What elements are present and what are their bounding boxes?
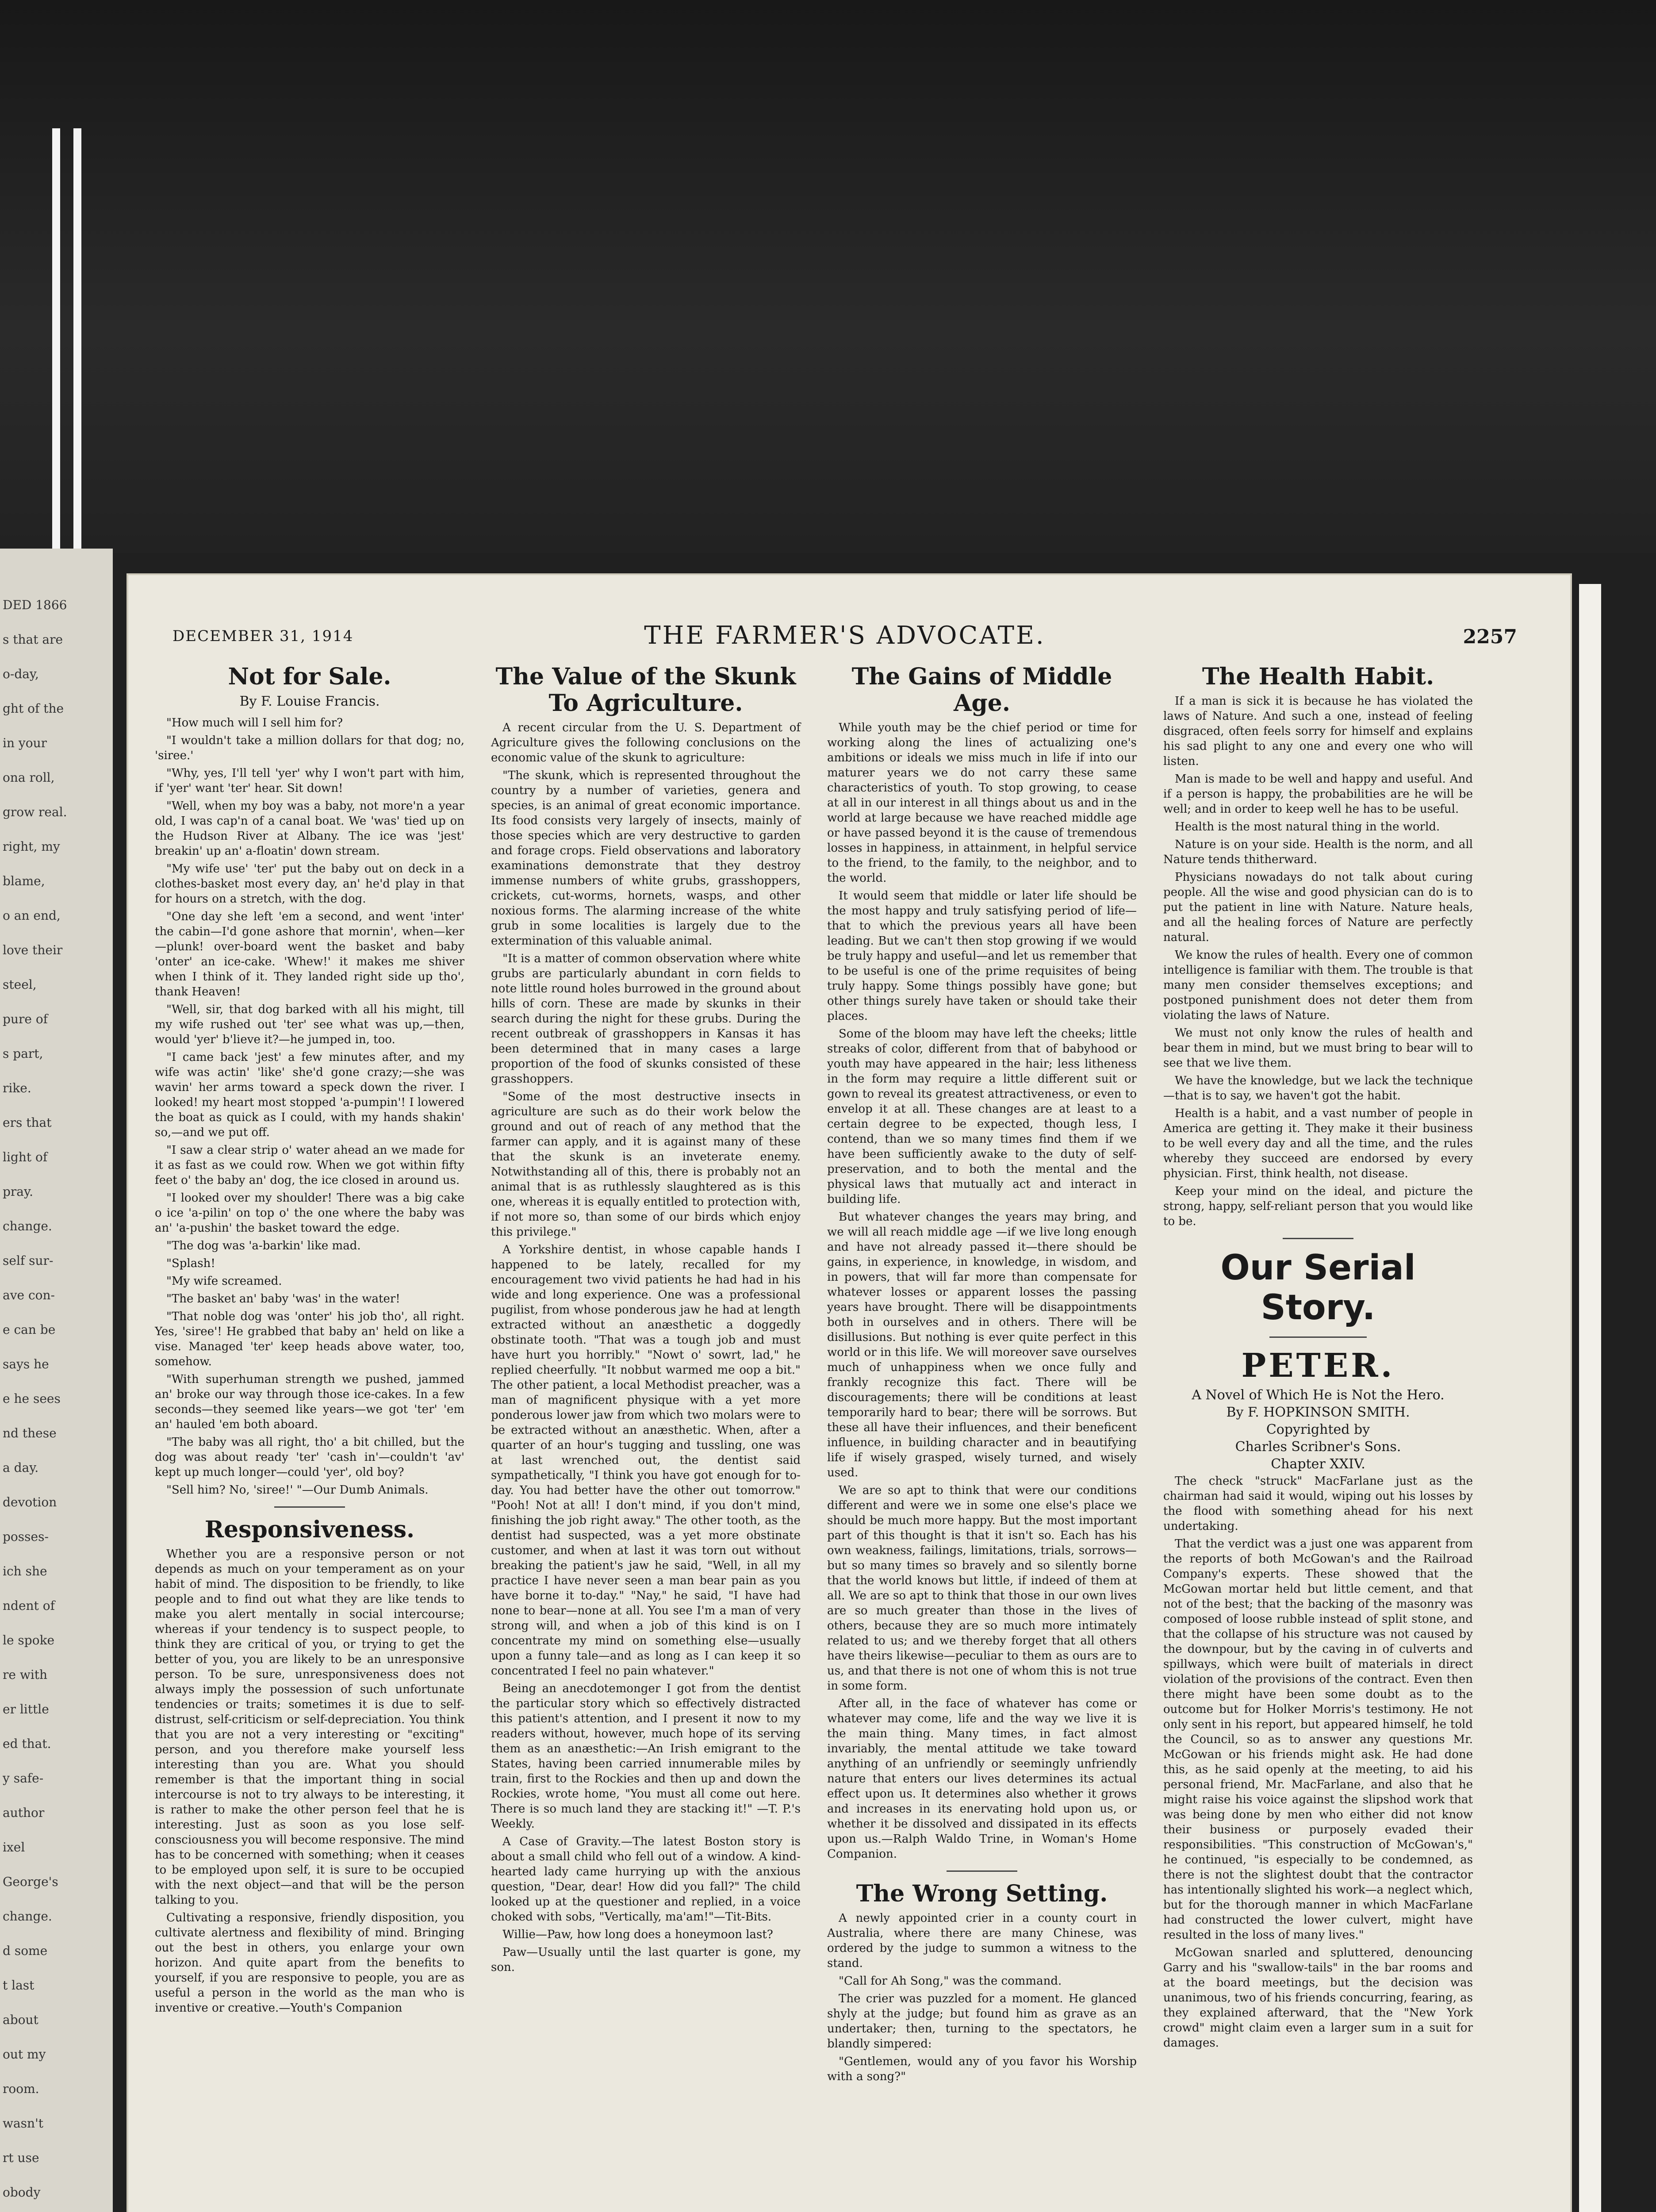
fragment-text: rt use xyxy=(3,2151,39,2165)
paragraph: A recent circular from the U. S. Department of Agriculture gives the following conclusions on the economic value of the skunk to agriculture: xyxy=(491,721,801,764)
fragment-text: room. xyxy=(3,2081,39,2096)
fragment-text: in your xyxy=(3,736,47,750)
fragment-text: love their xyxy=(3,943,63,957)
paragraph: Willie—Paw, how long does a honeymoon last? xyxy=(502,1928,773,1941)
fragment-text: change. xyxy=(3,1219,52,1233)
fragment-text: e can be xyxy=(3,1322,56,1337)
divider xyxy=(1269,1336,1367,1338)
fragment-text: rike. xyxy=(3,1081,31,1095)
paragraph: "It is a matter of common observation where white grubs are particularly abundant in corn fields to note little round holes burrowed in the ground about hills of corn. These are made by skunks in their search during the night for these grubs. During the recent outbreak of grasshoppers in Kansas it has been determined that in many cases a large proportion of the food of skunks consisted of these grasshoppers. xyxy=(491,952,801,1086)
page-edge xyxy=(1579,584,1601,2212)
article-title: The Gains of Middle Age. xyxy=(851,663,1112,717)
paragraph: "My wife use' 'ter' put the baby out on deck in a clothes-basket most every day, an' he'd play in that for hours on a stretch, with the dog. xyxy=(155,862,464,906)
fragment-text: DED 1866 xyxy=(3,598,67,612)
paragraph: "That noble dog was 'onter' his job tho', all right. Yes, 'siree'! He grabbed that baby an' held on like a vise. Managed 'ter' keep heads above water, too, somehow. xyxy=(155,1310,464,1368)
paragraph: A Case of Gravity.—The latest Boston story is about a small child who fell out of a window. A kind-hearted lady came hurrying up with the anxious question, "Dear, dear! How did you fall?" The child looked up at the questioner and replied, in a voice choked with sobs, "Vertically, ma'am!"—Tit-Bits. xyxy=(491,1835,801,1924)
fragment-text: ona roll, xyxy=(3,770,55,785)
page-number: 2257 xyxy=(1463,626,1517,648)
paragraph: It would seem that middle or later life should be the most happy and truly satisfying period of life—that to which the previous years all have been leading. But we can't then stop growing if we would be truly happy and useful—and let us remember that to be useful is one of the prime requisites of being truly happy. Some things possibly have gone; but other things surely have taken or should take their places. xyxy=(827,889,1137,1023)
fragment-text: pray. xyxy=(3,1184,34,1199)
paragraph: "I looked over my shoulder! There was a big cake o ice 'a-pilin' on top o' the one where the baby was an' 'a-pushin' the basket toward the edge. xyxy=(155,1191,464,1235)
paragraph: "I saw a clear strip o' water ahead an we made for it as fast as we could row. When we got within fifty feet o' the baby an' dog, the ice closed in around us. xyxy=(155,1144,464,1187)
paragraph: "With superhuman strength we pushed, jammed an' broke our way through those ice-cakes. In a few seconds—they seemed like years—we got 'ter' 'em an' hauled 'em both aboard. xyxy=(155,1373,464,1431)
article-body xyxy=(1163,1474,1473,2051)
fragment-text: wasn't xyxy=(3,2116,44,2131)
paragraph: That the verdict was a just one was apparent from the reports of both McGowan's and the Railroad Company's experts. These showed that the McGowan mortar held but little cement, and that not of the best; that the backing of the masonry was composed of loose rubble instead of split stone, and that the collapse of his structure was not caused by the downpour, but by the caving in of culverts and spillways, which were built of materials in direct violation of the provisions of the contract. Even then there might have been some doubt as to the outcome but for Holker Morris's testimony. He not only sent in his report, but appeared himself, he told the Council, so as to answer any questions Mr. McGowan or his friends might ask. He had done this, as he said openly at the meeting, to aid his personal friend, Mr. MacFarlane, and also that he might raise his voice against the slipshod work that was being done by men who either did not know their business or purposely evaded their responsibilities. "This construction of McGowan's," he continued, "is especially to be condemned, as there is not the slightest doubt that the contractor has intentionally slighted his work—a neglect which, but for the thorough manner in which MacFarlane had constructed the lower culvert, might have resulted in the loss of many lives." xyxy=(1163,1537,1473,1942)
fragment-text: obody xyxy=(3,2185,41,2200)
paragraph: "Gentlemen, would any of you favor his Worship with a song?" xyxy=(827,2055,1137,2083)
copyright-line: Charles Scribner's Sons. xyxy=(1235,1439,1401,1455)
paragraph: "The baby was all right, tho' a bit chilled, but the dog was about ready 'ter' 'cash in'—couldn't 'av' kept up much longer—could 'yer', old boy? xyxy=(155,1436,464,1479)
serial-title: PETER. xyxy=(1241,1347,1395,1385)
newspaper-page xyxy=(128,575,1570,2212)
paragraph: Physicians nowadays do not talk about curing people. All the wise and good physician can do is to put the patient in line with Nature. Nature heals, and all the healing forces of Nature are perfectly natural. xyxy=(1163,871,1473,944)
fragment-text: author xyxy=(3,1805,45,1820)
paragraph: Being an anecdotemonger I got from the dentist the particular story which so effectively distracted this patient's attention, and I present it now to my readers without, however, much hope of its serving them as an anæsthetic:—An Irish emigrant to the States, having been carried innumerable miles by train, first to the Rockies and then up and down the Rockies, wrote home, "You must all come out here. There is so much land they are stacking it!" —T. P.'s Weekly. xyxy=(491,1682,801,1831)
article-body xyxy=(827,1911,1137,2084)
paragraph: We know the rules of health. Every one of common intelligence is familiar with them. The trouble is that many men consider themselves exceptions; and postponed punishment does not deter them from violating the laws of Nature. xyxy=(1163,949,1473,1022)
paragraph: "Sell him? No, 'siree!' "—Our Dumb Animals. xyxy=(166,1483,429,1497)
article-title: The Value of the Skunk To Agriculture. xyxy=(495,663,796,717)
fragment-text: d some xyxy=(3,1943,48,1958)
fragment-text: ght of the xyxy=(3,701,64,716)
paragraph: "The dog was 'a-barkin' like mad. xyxy=(166,1239,361,1252)
fragment-text: e he sees xyxy=(3,1391,61,1406)
article-body xyxy=(155,1547,464,2016)
paragraph: A newly appointed crier in a county court in Australia, where there are many Chinese, was ordered by the judge to summon a witness to the stand. xyxy=(827,1912,1137,1970)
fragment-text: o-day, xyxy=(3,667,39,681)
paragraph: Some of the bloom may have left the cheeks; little streaks of color, different from that of babyhood or youth may have appeared in the hair; less litheness in the form may require a little different suit or gown to reveal its greatest attractiveness, or even to envelop it at all. These changes are at least to a certain degree to be expected, though less, I contend, than we so many times find them if we have been sufficiently awake to the duty of self-preservation, and to both the mental and the physical laws that mutually act and interact in building life. xyxy=(827,1027,1137,1206)
fragment-text: ed that. xyxy=(3,1736,51,1751)
column-1 xyxy=(155,664,464,2018)
paragraph: McGowan snarled and spluttered, denouncing Garry and his "swallow-tails" in the bar rooms and at the board meetings, but the decision was unanimous, two of his friends concurring, fearing, as they explained afterward, that the "New York crowd" might claim even a larger sum in a suit for damages. xyxy=(1163,1946,1473,2050)
film-registration-marks xyxy=(52,128,88,571)
fragment-text: steel, xyxy=(3,977,37,992)
fragment-text: re with xyxy=(3,1667,48,1682)
paragraph: "Splash! xyxy=(166,1257,215,1270)
paragraph: Paw—Usually until the last quarter is gone, my son. xyxy=(491,1946,801,1974)
fragment-text: light of xyxy=(3,1150,48,1164)
fragment-text: t last xyxy=(3,1978,34,1993)
fragment-text: right, my xyxy=(3,839,60,854)
copyright-line: Copyrighted by xyxy=(1266,1422,1370,1437)
fragment-text: ers that xyxy=(3,1115,52,1130)
masthead: THE FARMER'S ADVOCATE. xyxy=(644,621,1046,650)
paragraph: We must not only know the rules of health and bear them in mind, but we must bring to bear will to see that we live them. xyxy=(1163,1026,1473,1070)
fragment-text: change. xyxy=(3,1909,52,1924)
divider xyxy=(1283,1238,1353,1239)
paragraph: The check "struck" MacFarlane just as the chairman had said it would, wiping out his losses by the flood with something ahead for his next undertaking. xyxy=(1163,1475,1473,1533)
paragraph: "I wouldn't take a million dollars for that dog; no, 'siree.' xyxy=(155,734,464,762)
paragraph: The crier was puzzled for a moment. He glanced shyly at the judge; but found him as grave as an undertaker; then, turning to the spectators, he blandly simpered: xyxy=(827,1992,1137,2051)
article-byline: By F. Louise Francis. xyxy=(239,694,380,709)
serial-subtitle: A Novel of Which He is Not the Hero. xyxy=(1192,1387,1445,1403)
chapter-heading: Chapter XXIV. xyxy=(1271,1456,1365,1472)
paragraph: "How much will I sell him for? xyxy=(166,716,343,730)
paragraph: "The basket an' baby 'was' in the water! xyxy=(166,1292,400,1306)
paragraph: After all, in the face of whatever has come or whatever may come, life and the way we live it is the main thing. Many times, in fact almost invariably, the mental attitude we take toward anything of an unfriendly or seemingly unfriendly nature that enters our lives determines its actual effect upon us. It determines also whether it grows and increases in its enervating hold upon us, or whether it be dissolved and dissipated in its effects upon us.—Ralph Waldo Trine, in Woman's Home Companion. xyxy=(827,1697,1137,1861)
fragment-text: s part, xyxy=(3,1046,43,1061)
fragment-text: out my xyxy=(3,2047,46,2062)
fragment-text: posses- xyxy=(3,1529,49,1544)
fragment-text: s that are xyxy=(3,632,63,647)
paragraph: Keep your mind on the ideal, and picture the strong, happy, self-reliant person that you would like to be. xyxy=(1163,1185,1473,1228)
fragment-text: says he xyxy=(3,1357,49,1371)
column-4 xyxy=(1163,664,1473,2053)
fragment-text: er little xyxy=(3,1702,49,1717)
article-body xyxy=(155,715,464,1498)
serial-heading: Our Serial Story. xyxy=(1220,1248,1416,1328)
paragraph: "The skunk, which is represented throughout the country by a number of varieties, genera and species, is an animal of great economic importance. Its food consists very largely of insects, mainly of those species which are very destructive to garden and forage crops. Field observations and laboratory examinations demonstrate that they destroy immense numbers of white grubs, grasshoppers, crickets, cut-worms, hornets, wasps, and other noxious forms. The alarming increase of the white grub in some localities is largely due to the extermination of this valuable animal. xyxy=(491,769,801,948)
paragraph: Health is a habit, and a vast number of people in America are getting it. They make it their business to be well every day and all the time, and the rules whereby they succeed are endorsed by every physician. First, think health, not disease. xyxy=(1163,1107,1473,1180)
adjacent-page-fragment xyxy=(0,549,113,2212)
fragment-text: George's xyxy=(3,1874,58,1889)
paragraph: We have the knowledge, but we lack the technique—that is to say, we haven't got the habit. xyxy=(1163,1074,1473,1102)
fragment-text: y safe- xyxy=(3,1771,44,1786)
paragraph: We are so apt to think that were our conditions different and were we in some one else's place we should be much more happy. But the most important part of this thought is that it isn't so. Each has his own weakness, failings, limitations, trials, sorrows—but so many times so bravely and so silently borne that the world knows but little, if indeed of them at all. We are so apt to think that those in our own lives are so much greater than those in the lives of others, because they are so much more intimately related to us; and we thereby forget that all others have theirs likewise—peculiar to them as ours are to us, and that there is not one of whom this is not true in some form. xyxy=(827,1484,1137,1693)
paragraph: "Call for Ah Song," was the command. xyxy=(839,1974,1062,1988)
fragment-text: o an end, xyxy=(3,908,61,923)
column-3 xyxy=(827,664,1137,2087)
article-body xyxy=(491,720,801,1975)
fragment-text: le spoke xyxy=(3,1633,55,1647)
paragraph: "Why, yes, I'll tell 'yer' why I won't part with him, if 'yer' want 'ter' hear. Sit down! xyxy=(155,767,464,795)
fragment-text: grow real. xyxy=(3,805,67,819)
paragraph: "Well, sir, that dog barked with all his might, till my wife rushed out 'ter' see what was up,—then, would 'yer' b'lieve it?—he jumped in, too. xyxy=(155,1003,464,1046)
page-header xyxy=(172,619,1517,655)
fragment-text: self sur- xyxy=(3,1253,54,1268)
paragraph: Nature is on your side. Health is the norm, and all Nature tends thitherward. xyxy=(1163,838,1473,866)
fragment-text: devotion xyxy=(3,1495,57,1509)
column-2 xyxy=(491,664,801,1978)
fragment-text: about xyxy=(3,2012,38,2027)
divider xyxy=(947,1870,1017,1872)
fragment-text: pure of xyxy=(3,1012,48,1026)
paragraph: Man is made to be well and happy and useful. And if a person is happy, the probabilities are he will be well; and in order to keep well he has to be useful. xyxy=(1163,772,1473,816)
paragraph: Whether you are a responsive person or not depends as much on your temperament as on your habit of mind. The disposition to be friendly, to like people and to find out what they are like tends to make you alert mentally in social intercourse; whereas if your tendency is to suspect people, to think they are critical of you, or trying to get the better of you, you are likely to be an unresponsive person. To be sure, unresponsiveness does not always imply the possession of such unfortunate tendencies or traits; sometimes it is due to self-distrust, self-criticism or self-depreciation. You think that you are not a very interesting or "exciting" person, and you therefore make yourself less interesting than you are. What you should remember is that the important thing in social intercourse is not to try always to be interesting, it is rather to make the other person feel that he is interesting. Just as soon as you lose self-consciousness you will become responsive. The mind has to be concerned with something; when it ceases to be employed upon self, it is sure to be occupied with the next object—and that will be the person talking to you. xyxy=(155,1548,464,1907)
paragraph: "One day she left 'em a second, and went 'inter' the cabin—I'd gone ashore that mornin', when—ker—plunk! over-board went the basket and baby 'onter' an ice-cake. 'Whew!' it makes me shiver when I think of it. They landed right side up tho', thank Heaven! xyxy=(155,910,464,998)
fragment-text: blame, xyxy=(3,874,45,888)
paragraph: While youth may be the chief period or time for working along the lines of actualizing one's ambitions or ideals we miss much in life if into our maturer years we do not carry these same characteristics of youth. To stop growing, to cease at all in our interest in all things about us and in the world at large because we have reached middle age or have passed beyond it is the cause of tremendous losses in happiness, in attainment, in helpful service to the friend, to the family, to the neighbor, and to the world. xyxy=(827,721,1137,885)
paragraph: "Well, when my boy was a baby, not more'n a year old, I was cap'n of a canal boat. We 'was' tied up on the Hudson River at Albany. The ice was 'jest' breakin' up an' a-floatin' down stream. xyxy=(155,799,464,858)
article-title: Responsiveness. xyxy=(204,1516,415,1543)
paragraph: "My wife screamed. xyxy=(166,1275,282,1288)
paragraph: If a man is sick it is because he has violated the laws of Nature. And such a one, instead of feeling disgraced, often feels sorry for himself and explains his sad plight to any one and every one who will listen. xyxy=(1163,695,1473,768)
paragraph: Cultivating a responsive, friendly disposition, you cultivate alertness and flexibility of mind. Bringing out the best in others, you enlarge your own horizon. And quite apart from the benefits to yourself, if you are responsive to people, you are as useful a person in the world as the man who is inventive or creative.—Youth's Companion xyxy=(155,1911,464,2015)
paragraph: Health is the most natural thing in the world. xyxy=(1175,820,1440,833)
paragraph: A Yorkshire dentist, in whose capable hands I happened to be lately, recalled for my encouragement two vivid patients he had had in his wide and long experience. One was a professional pugilist, from whose ponderous jaw he had at length extracted without an anæsthetic a doggedly obstinate tooth. "That was a tough job and must have hurt you horribly." "Nowt o' sowrt, lad," he replied cheerfully. "It nobbut warmed me oop a bit." The other patient, a local Methodist preacher, was a man of magnificent physique with a yet more ponderous lower jaw from which two molars were to be extracted without an anæsthetic. When, after a quarter of an hour's tugging and tussling, one was at last wrenched out, the dentist said sympathetically, "I think you have got enough for to-day. You had better have the other out tomorrow." "Pooh! Not at all! I don't mind, if you don't mind, finishing the job right away." The other tooth, as the dentist had suspected, was a yet more obstinate customer, and when at last it was torn out without breaking the patient's jaw he said, "Well, in all my practice I have never seen a man bear pain as you have borne it to-day." "Nay," he said, "I have had none to bear—none at all. You see I'm a man of very strong will, and when a job of this kind is on I concentrate my mind on something else—usually upon a funny tale—and as long as I can keep it so concentrated I feel no pain whatever." xyxy=(491,1243,801,1678)
divider xyxy=(274,1506,345,1508)
article-body xyxy=(827,720,1137,1862)
fragment-text: a day. xyxy=(3,1460,39,1475)
issue-date: DECEMBER 31, 1914 xyxy=(172,627,354,645)
paragraph: "I came back 'jest' a few minutes after, and my wife was actin' 'like' she'd gone crazy;—she was wavin' her arms toward a speck down the river. I looked! my heart most stopped 'a-pumpin'! I lowered the boat as quick as I could, with my hands shakin' so,—and we put off. xyxy=(155,1051,464,1139)
paragraph: But whatever changes the years may bring, and we will all reach middle age —if we live long enough and have not already passed it—there should be gains, in experience, in knowledge, in wisdom, and in powers, that will far more than compensate for whatever losses or apparent losses the passing years have brought. There will be disappointments both in ourselves and in others. There will be disillusions. But nothing is ever quite perfect in this world or in this life. We will moreover save ourselves much of unhappiness when we once fully and frankly recognize this fact. There will be discouragements; there will be conditions at least temporarily hard to bear; there will be sorrows. But these all have their influences, and their beneficent influence, in building character and in beautifying life if wisely grasped, wisely turned, and wisely used. xyxy=(827,1210,1137,1479)
article-title: The Health Habit. xyxy=(1202,663,1434,690)
article-title: Not for Sale. xyxy=(228,663,391,690)
article-body xyxy=(1163,694,1473,1229)
fragment-text: ave con- xyxy=(3,1288,55,1302)
fragment-text: ndent of xyxy=(3,1598,55,1613)
fragment-text: ixel xyxy=(3,1840,25,1855)
film-top-margin xyxy=(0,0,1656,553)
serial-author: By F. HOPKINSON SMITH. xyxy=(1226,1405,1410,1420)
paragraph: "Some of the most destructive insects in agriculture are such as do their work below the ground and out of reach of any method that the farmer can apply, and it is against many of these that the skunk is an inveterate enemy. Notwithstanding all of this, there is probably not an animal that is as ruthlessly slaughtered as is this one, whereas it is equally entitled to protection with, if not more so, than some of our birds which enjoy this privilege." xyxy=(491,1090,801,1239)
fragment-text: nd these xyxy=(3,1426,57,1440)
article-title: The Wrong Setting. xyxy=(856,1880,1108,1907)
fragment-text: ich she xyxy=(3,1564,47,1578)
